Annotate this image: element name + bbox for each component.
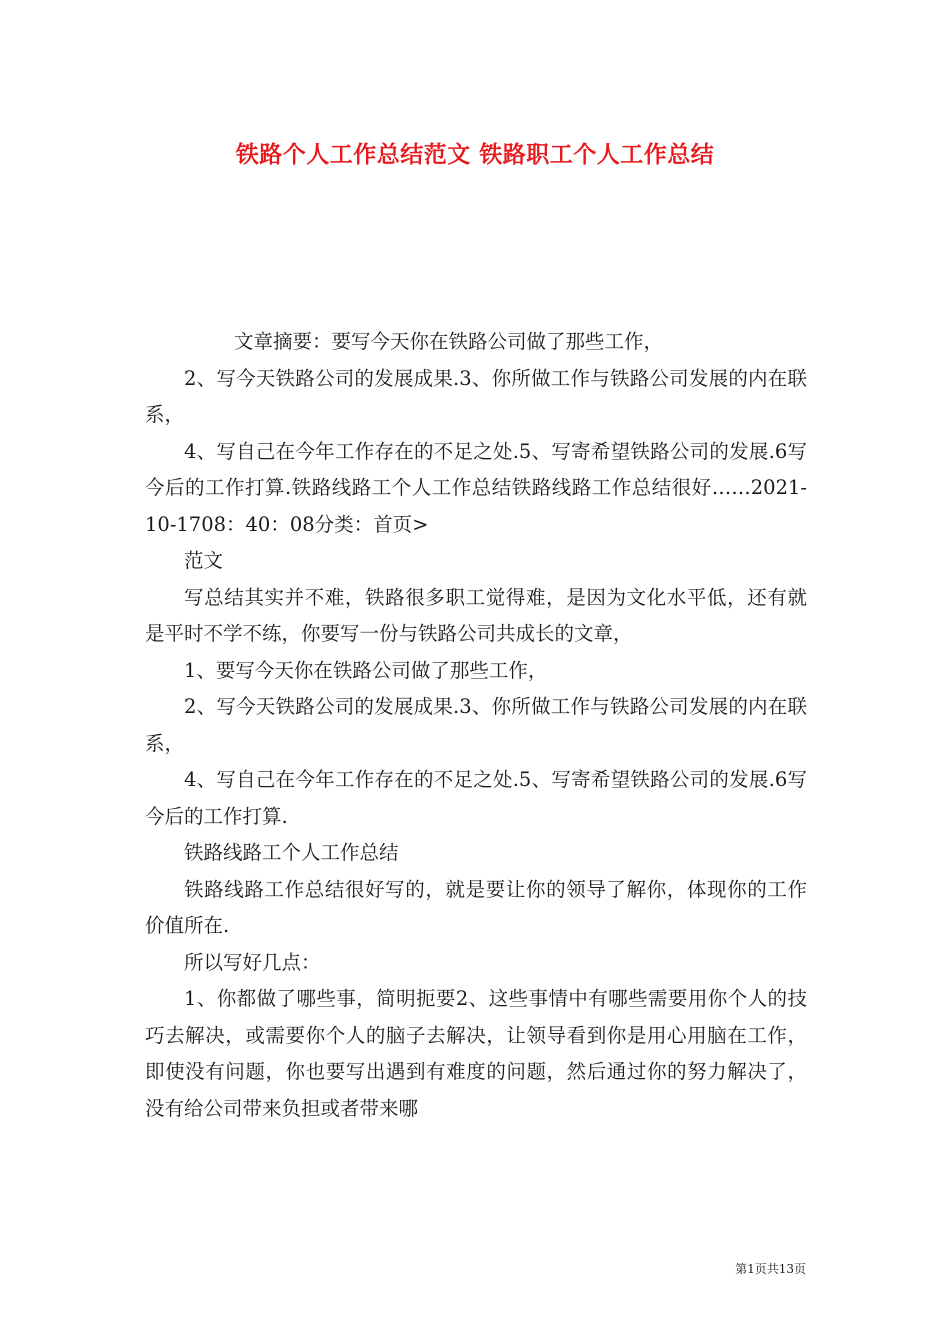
- paragraph: 写总结其实并不难，铁路很多职工觉得难，是因为文化水平低，还有就是平时不学不练，你要写一份与铁路公司共成长的文章，: [145, 585, 807, 645]
- paragraph: 4、写自己在今年工作存在的不足之处.5、写寄希望铁路公司的发展.6写今后的工作打算.: [145, 768, 807, 828]
- paragraph: 铁路线路工个人工作总结: [184, 841, 399, 864]
- paragraph: 4、写自己在今年工作存在的不足之处.5、写寄希望铁路公司的发展.6写今后的工作打算.铁路线路工个人工作总结铁路线路工作总结很好……2021-10-1708：40：08分类：首页>: [145, 439, 807, 536]
- paragraph: 铁路线路工作总结很好写的，就是要让你的领导了解你，体现你的工作价值所在.: [145, 877, 807, 937]
- page-number: 第1页共13页: [735, 1262, 806, 1276]
- paragraph-summary: 文章摘要：要写今天你在铁路公司做了那些工作，: [234, 330, 664, 353]
- paragraph: 2、写今天铁路公司的发展成果.3、你所做工作与铁路公司发展的内在联系，: [145, 695, 807, 755]
- document-title: 铁路个人工作总结范文 铁路职工个人工作总结: [235, 141, 715, 168]
- paragraph: 1、你都做了哪些事，简明扼要2、这些事情中有哪些需要用你个人的技巧去解决，或需要你个人的脑子去解决，让领导看到你是用心用脑在工作，即使没有问题，你也要写出遇到有难度的问题，然后通过你的努力解决了，没有给公司带来负担或者带来哪: [145, 987, 807, 1120]
- paragraph: 2、写今天铁路公司的发展成果.3、你所做工作与铁路公司发展的内在联系，: [145, 366, 807, 426]
- paragraph: 范文: [184, 549, 224, 572]
- paragraph: 所以写好几点：: [184, 950, 321, 974]
- paragraph: 1、要写今天你在铁路公司做了那些工作，: [184, 658, 548, 682]
- document-body: [145, 324, 807, 1127]
